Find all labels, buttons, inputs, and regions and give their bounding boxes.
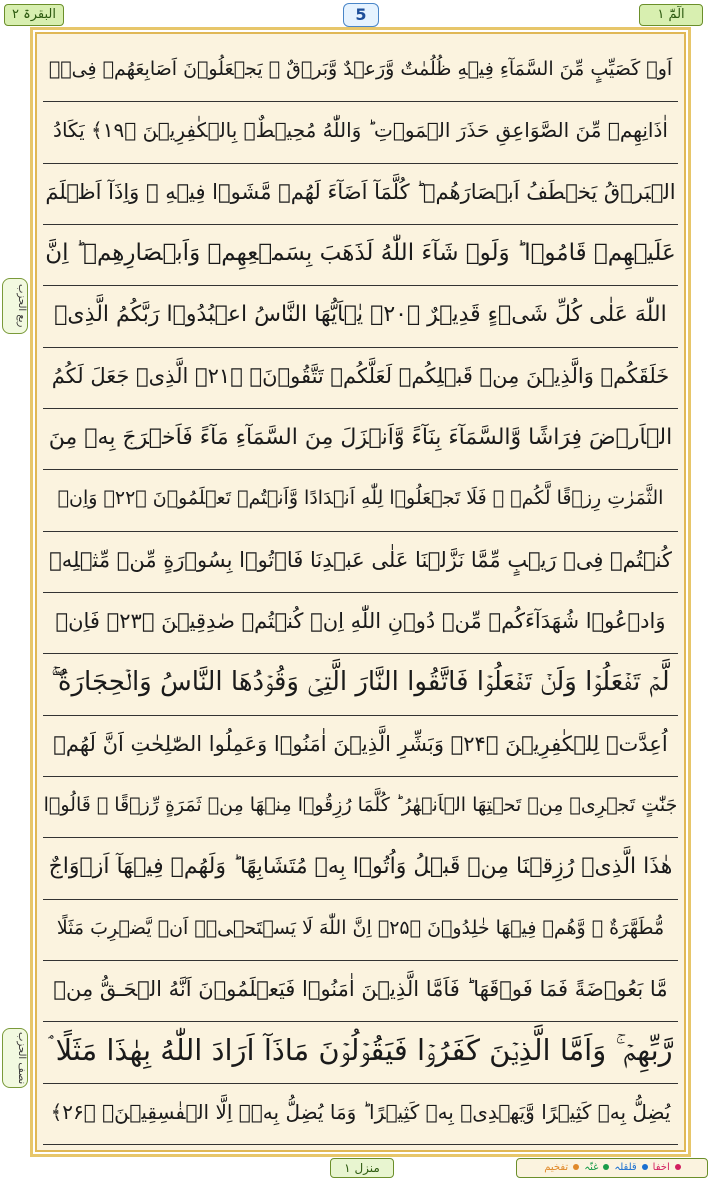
- legend-label: اخفا: [652, 1162, 670, 1173]
- tajweed-legend: [516, 1158, 708, 1178]
- text-line: عَلَيۡهِمۡ قَامُوۡا ؕ وَلَوۡ شَآءَ اللّٰهُ لَذَهَبَ بِسَمۡعِهِمۡ وَاَبۡصَارِهِمۡ ؕ اِنَّ: [43, 224, 678, 286]
- legend-dot: [603, 1164, 609, 1170]
- legend-dot: [642, 1164, 648, 1170]
- text-line: اَوۡ كَصَيِّبٍ مِّنَ السَّمَآءِ فِيۡهِ ظُلُمٰتٌ وَّرَعۡدٌ وَّبَرۡقٌ ۚ يَجۡعَلُوۡنَ اَصَابِعَهُمۡ فِىۡۤ: [43, 40, 678, 102]
- text-line: رَّبِّهِمۡ ۚ وَاَمَّا الَّذِيۡنَ كَفَرُوۡا فَيَقُوۡلُوۡنَ مَاذَآ اَرَادَ اللّٰهُ بِهٰذَا مَثَلًا ۘ: [43, 1021, 678, 1083]
- text-line: يُضِلُّ بِهٖ كَثِيۡرًا وَّيَهۡدِىۡ بِهٖ كَثِيۡرًا ؕ وَمَا يُضِلُّ بِهٖۤ اِلَّا الۡفٰسِقِيۡنَۙ ﴿۲۶﴾: [43, 1083, 678, 1145]
- ruku-marker: ربع الحزب: [2, 278, 28, 334]
- manzil-label: منزل ۱: [330, 1158, 394, 1178]
- text-line: اُعِدَّتۡ لِلۡكٰفِرِيۡنَ ﴿۲۴﴾ وَبَشِّرِ الَّذِيۡنَ اٰمَنُوۡا وَعَمِلُوا الصّٰلِحٰتِ اَنَّ لَهُمۡ: [43, 715, 678, 777]
- text-line: كُنۡتُمۡ فِىۡ رَيۡبٍ مِّمَّا نَزَّلۡنَا عَلٰى عَبۡدِنَا فَاۡتُوۡا بِسُوۡرَةٍ مِّنۡ مِّثۡلِهٖ: [43, 531, 678, 593]
- text-line: هٰذَا الَّذِىۡ رُزِقۡنَا مِنۡ قَبۡلُ وَاُتُوۡا بِهٖ مُتَشَابِهًا ؕ وَلَهُمۡ فِيۡهَآ اَزۡوَاجٌ: [43, 837, 678, 899]
- text-line: جَنّٰتٍ تَجۡرِىۡ مِنۡ تَحۡتِهَا الۡاَنۡهٰرُ ؕ كُلَّمَا رُزِقُوۡا مِنۡهَا مِنۡ ثَمَرَةٍ رِّزۡقًا ۙ قَالُوۡا: [43, 776, 678, 838]
- legend-label: قلقلہ: [614, 1162, 637, 1173]
- juz-label: الٓمّٓ ۱: [639, 4, 703, 26]
- text-line: اللّٰهَ عَلٰى كُلِّ شَىۡءٍ قَدِيۡرٌ ﴿۲۰﴾ يٰۤاَيُّهَا النَّاسُ اعۡبُدُوۡا رَبَّكُمُ الَّذِىۡ: [43, 285, 678, 347]
- text-line: مُّطَهَّرَةٌ ۙ وَّهُمۡ فِيۡهَا خٰلِدُوۡنَ ﴿۲۵﴾ اِنَّ اللّٰهَ لَا يَسۡتَحۡىٖۤ اَنۡ يَّضۡرِبَ مَثَلًا: [43, 899, 678, 961]
- page-frame: [30, 27, 691, 1157]
- legend-label: غنّہ: [584, 1162, 599, 1173]
- text-line: الثَّمَرٰتِ رِزۡقًا لَّكُمۡ ۚ فَلَا تَجۡعَلُوۡا لِلّٰهِ اَنۡدَادًا وَّاَنۡتُمۡ تَعۡلَمُوۡنَ ﴿۲۲﴾ وَاِنۡ: [43, 469, 678, 531]
- surah-label: البقرۃ ۲: [4, 4, 64, 26]
- text-line: وَادۡعُوۡا شُهَدَآءَكُمۡ مِّنۡ دُوۡنِ اللّٰهِ اِنۡ كُنۡتُمۡ صٰدِقِيۡنَ ﴿۲۳﴾ فَاِنۡ: [43, 592, 678, 654]
- hizb-marker: نصف الحزب: [2, 1028, 28, 1088]
- text-line: خَلَقَكُمۡ وَالَّذِيۡنَ مِنۡ قَبۡلِكُمۡ لَعَلَّكُمۡ تَتَّقُوۡنَۙ ﴿۲۱﴾ الَّذِىۡ جَعَلَ لَكُمُ: [43, 347, 678, 409]
- text-line: اٰذَانِهِمۡ مِّنَ الصَّوَاعِقِ حَذَرَ الۡمَوۡتِ ؕ وَاللّٰهُ مُحِيۡطٌۢ بِالۡكٰفِرِيۡنَ ﴿۱۹﴾ يَكَادُ: [43, 101, 678, 163]
- text-line: الۡاَرۡضَ فِرَاشًا وَّالسَّمَآءَ بِنَآءً وَّاَنۡزَلَ مِنَ السَّمَآءِ مَآءً فَاَخۡرَجَ بِهٖ مِنَ: [43, 408, 678, 470]
- legend-dot: [675, 1164, 681, 1170]
- text-lines: [43, 40, 678, 1144]
- text-line: الۡبَرۡقُ يَخۡطَفُ اَبۡصَارَهُمۡ ؕ كُلَّمَآ اَضَآءَ لَهُمۡ مَّشَوۡا فِيۡهِ ۙ وَاِذَآ اَظۡلَمَ: [43, 163, 678, 225]
- legend-dot: [573, 1164, 579, 1170]
- legend-label: تفخیم: [544, 1162, 569, 1173]
- text-line: مَّا بَعُوۡضَةً فَمَا فَوۡقَهَا ؕ فَاَمَّا الَّذِيۡنَ اٰمَنُوۡا فَيَعۡلَمُوۡنَ اَنَّهُ الۡحَـقُّ مِنۡ: [43, 960, 678, 1022]
- text-line: لَّمۡ تَفۡعَلُوۡا وَلَنۡ تَفۡعَلُوۡا فَاتَّقُوا النَّارَ الَّتِىۡ وَقُوۡدُهَا النَّاسُ وَالۡحِجَارَةُ ۖۚ: [43, 653, 678, 715]
- page-number: 5: [343, 3, 379, 27]
